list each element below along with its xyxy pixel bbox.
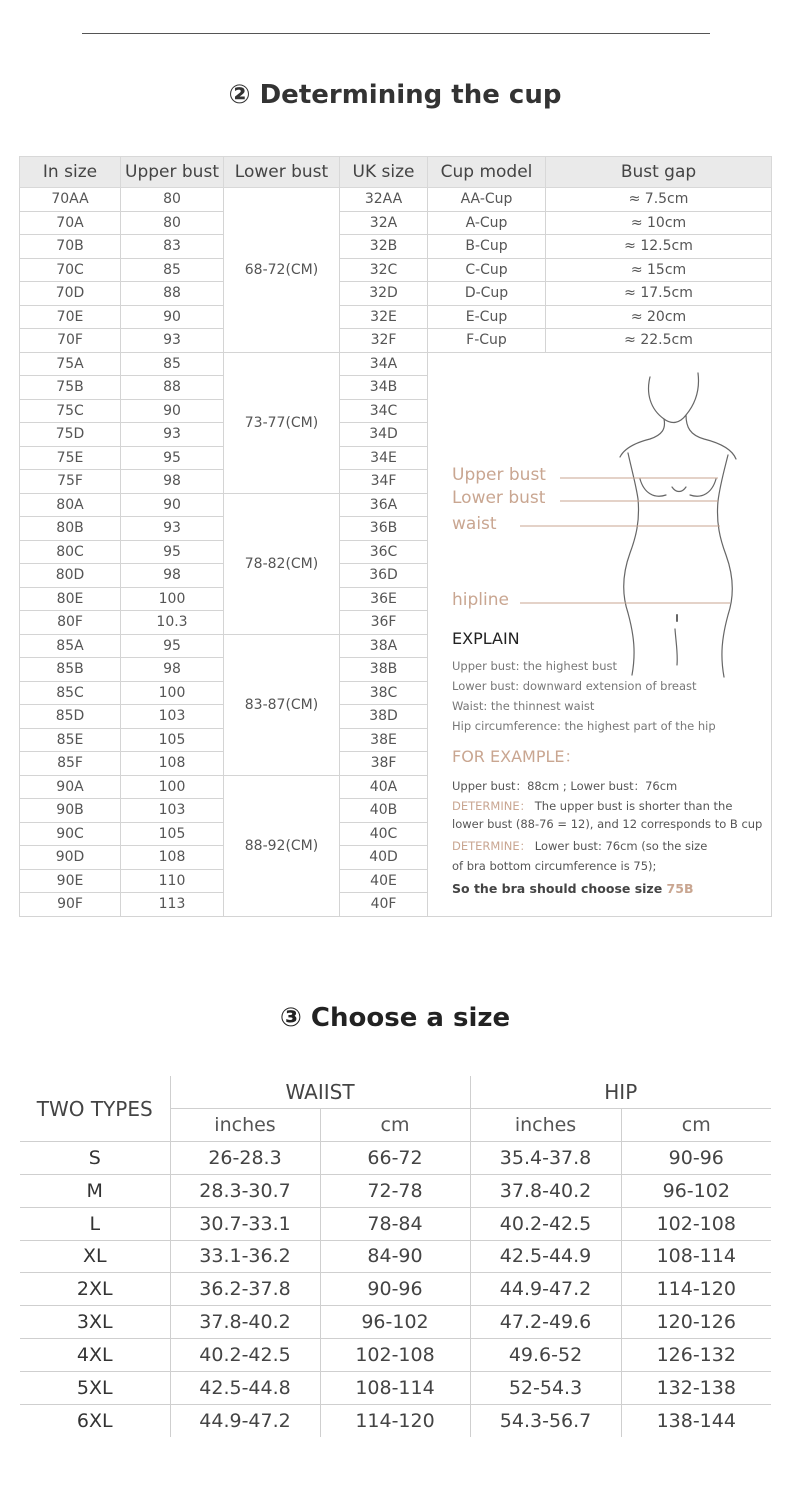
lower-bust-group-cell: 78-82(CM)	[224, 493, 340, 634]
hip-inches-cell: 40.2-42.5	[470, 1207, 621, 1240]
waist-cm-cell: 66-72	[320, 1142, 470, 1175]
in-size-cell: 80F	[20, 611, 121, 635]
upper-bust-cell: 98	[121, 470, 224, 494]
upper-bust-cell: 103	[121, 799, 224, 823]
table-row	[20, 235, 772, 259]
in-size-cell: 90E	[20, 869, 121, 893]
conclusion-size: 75B	[666, 880, 694, 896]
uk-size-cell: 34E	[340, 446, 428, 470]
header-uk-size: UK size	[340, 157, 428, 188]
bust-gap-cell: ≈ 15cm	[546, 258, 772, 282]
determine-label: DETERMINE：	[452, 838, 532, 853]
in-size-cell: 85C	[20, 681, 121, 705]
header-bust-gap: Bust gap	[546, 157, 772, 188]
in-size-cell: 80C	[20, 540, 121, 564]
cup-model-cell: AA-Cup	[428, 188, 546, 212]
bust-gap-cell: ≈ 12.5cm	[546, 235, 772, 259]
uk-size-cell: 40B	[340, 799, 428, 823]
uk-size-cell: 36C	[340, 540, 428, 564]
in-size-cell: 70A	[20, 211, 121, 235]
cup-table-header	[20, 157, 772, 188]
table-row	[20, 305, 772, 329]
upper-bust-cell: 95	[121, 446, 224, 470]
cup-model-cell: F-Cup	[428, 329, 546, 353]
determine-text: The upper bust is shorter than the	[531, 798, 733, 813]
upper-bust-cell: 98	[121, 658, 224, 682]
label-waist: waist	[452, 513, 497, 534]
upper-bust-cell: 113	[121, 893, 224, 917]
uk-size-cell: 38F	[340, 752, 428, 776]
in-size-cell: 85E	[20, 728, 121, 752]
table-row	[20, 352, 772, 376]
upper-bust-cell: 93	[121, 517, 224, 541]
waist-inches-cell: 44.9-47.2	[170, 1404, 320, 1437]
unit-waist-cm: cm	[320, 1109, 470, 1142]
upper-bust-cell: 83	[121, 235, 224, 259]
label-lower-bust: Lower bust	[452, 487, 546, 508]
table-row	[20, 1339, 771, 1372]
size-label-cell: 3XL	[20, 1306, 170, 1339]
hip-inches-cell: 44.9-47.2	[470, 1273, 621, 1306]
explain-line: Hip circumference: the highest part of the hip	[452, 718, 716, 733]
size-chart-table	[20, 1076, 771, 1437]
upper-bust-cell: 85	[121, 352, 224, 376]
uk-size-cell: 36F	[340, 611, 428, 635]
in-size-cell: 75A	[20, 352, 121, 376]
upper-bust-cell: 85	[121, 258, 224, 282]
cup-model-cell: E-Cup	[428, 305, 546, 329]
cup-model-cell: A-Cup	[428, 211, 546, 235]
example-determine-2b: of bra bottom circumference is 75);	[452, 858, 657, 873]
uk-size-cell: 36E	[340, 587, 428, 611]
size-label-cell: 5XL	[20, 1371, 170, 1404]
header-waist: WAIIST	[170, 1076, 470, 1109]
uk-size-cell: 38D	[340, 705, 428, 729]
hip-inches-cell: 54.3-56.7	[470, 1404, 621, 1437]
in-size-cell: 85F	[20, 752, 121, 776]
size-label-cell: M	[20, 1174, 170, 1207]
upper-bust-cell: 80	[121, 211, 224, 235]
hip-cm-cell: 126-132	[621, 1339, 771, 1372]
explain-line: Waist: the thinnest waist	[452, 698, 595, 713]
label-upper-bust: Upper bust	[452, 464, 546, 485]
uk-size-cell: 32C	[340, 258, 428, 282]
hip-cm-cell: 102-108	[621, 1207, 771, 1240]
size-table-header	[20, 1076, 771, 1109]
table-row	[20, 1404, 771, 1437]
example-title: FOR EXAMPLE：	[452, 746, 581, 766]
hip-inches-cell: 47.2-49.6	[470, 1306, 621, 1339]
uk-size-cell: 32AA	[340, 188, 428, 212]
in-size-cell: 70B	[20, 235, 121, 259]
bust-gap-cell: ≈ 22.5cm	[546, 329, 772, 353]
in-size-cell: 90C	[20, 822, 121, 846]
upper-bust-cell: 80	[121, 188, 224, 212]
bust-gap-cell: ≈ 20cm	[546, 305, 772, 329]
upper-bust-cell: 100	[121, 681, 224, 705]
waist-cm-cell: 102-108	[320, 1339, 470, 1372]
uk-size-cell: 36A	[340, 493, 428, 517]
in-size-cell: 70F	[20, 329, 121, 353]
waist-cm-cell: 84-90	[320, 1240, 470, 1273]
in-size-cell: 90D	[20, 846, 121, 870]
uk-size-cell: 34B	[340, 376, 428, 400]
table-row	[20, 1174, 771, 1207]
in-size-cell: 80E	[20, 587, 121, 611]
uk-size-cell: 34D	[340, 423, 428, 447]
lower-bust-group-cell: 68-72(CM)	[224, 188, 340, 353]
cup-model-cell: D-Cup	[428, 282, 546, 306]
hip-inches-cell: 49.6-52	[470, 1339, 621, 1372]
unit-hip-inches: inches	[470, 1109, 621, 1142]
waist-cm-cell: 114-120	[320, 1404, 470, 1437]
uk-size-cell: 34C	[340, 399, 428, 423]
example-determine-1	[452, 798, 733, 813]
uk-size-cell: 32F	[340, 329, 428, 353]
explain-line: Lower bust: downward extension of breast	[452, 678, 697, 693]
waist-cm-cell: 108-114	[320, 1371, 470, 1404]
size-label-cell: 6XL	[20, 1404, 170, 1437]
upper-bust-cell: 90	[121, 493, 224, 517]
bust-gap-cell: ≈ 10cm	[546, 211, 772, 235]
size-label-cell: 2XL	[20, 1273, 170, 1306]
unit-waist-inches: inches	[170, 1109, 320, 1142]
in-size-cell: 70E	[20, 305, 121, 329]
in-size-cell: 75E	[20, 446, 121, 470]
header-hip: HIP	[470, 1076, 771, 1109]
table-row	[20, 188, 772, 212]
in-size-cell: 75C	[20, 399, 121, 423]
table-row	[20, 1207, 771, 1240]
upper-bust-cell: 108	[121, 752, 224, 776]
waist-cm-cell: 96-102	[320, 1306, 470, 1339]
upper-bust-cell: 10.3	[121, 611, 224, 635]
in-size-cell: 75D	[20, 423, 121, 447]
table-row	[20, 1371, 771, 1404]
upper-bust-cell: 90	[121, 399, 224, 423]
label-hipline: hipline	[452, 589, 509, 610]
in-size-cell: 70D	[20, 282, 121, 306]
size-label-cell: L	[20, 1207, 170, 1240]
hip-inches-cell: 42.5-44.9	[470, 1240, 621, 1273]
cup-model-cell: C-Cup	[428, 258, 546, 282]
in-size-cell: 90A	[20, 775, 121, 799]
in-size-cell: 90F	[20, 893, 121, 917]
upper-bust-cell: 93	[121, 423, 224, 447]
uk-size-cell: 40C	[340, 822, 428, 846]
lower-bust-group-cell: 73-77(CM)	[224, 352, 340, 493]
measurement-guide-cell	[428, 352, 772, 916]
uk-size-cell: 32A	[340, 211, 428, 235]
uk-size-cell: 38C	[340, 681, 428, 705]
waist-cm-cell: 78-84	[320, 1207, 470, 1240]
uk-size-cell: 32B	[340, 235, 428, 259]
hip-cm-cell: 132-138	[621, 1371, 771, 1404]
header-lower-bust: Lower bust	[224, 157, 340, 188]
uk-size-cell: 34F	[340, 470, 428, 494]
upper-bust-cell: 93	[121, 329, 224, 353]
upper-bust-cell: 110	[121, 869, 224, 893]
size-label-cell: S	[20, 1142, 170, 1175]
upper-bust-cell: 103	[121, 705, 224, 729]
cup-size-table	[19, 156, 772, 917]
in-size-cell: 80D	[20, 564, 121, 588]
lower-bust-group-cell: 83-87(CM)	[224, 634, 340, 775]
hip-cm-cell: 138-144	[656, 1409, 736, 1432]
table-row	[20, 1306, 771, 1339]
upper-bust-cell: 100	[121, 775, 224, 799]
waist-inches-cell: 30.7-33.1	[170, 1207, 320, 1240]
body-measurement-figure	[428, 353, 770, 915]
in-size-cell: 85D	[20, 705, 121, 729]
explain-title: EXPLAIN	[452, 628, 520, 648]
example-conclusion	[452, 880, 694, 896]
upper-bust-cell: 95	[121, 634, 224, 658]
top-divider	[82, 33, 710, 34]
table-row	[20, 1240, 771, 1273]
waist-inches-cell: 33.1-36.2	[170, 1240, 320, 1273]
in-size-cell: 75B	[20, 376, 121, 400]
waist-cm-cell: 90-96	[320, 1273, 470, 1306]
uk-size-cell: 36B	[340, 517, 428, 541]
in-size-cell: 70AA	[20, 188, 121, 212]
table-row	[20, 329, 772, 353]
table-row	[20, 1273, 771, 1306]
waist-cm-cell: 72-78	[320, 1174, 470, 1207]
section-title-choose-size: ③ Choose a size	[279, 1003, 511, 1033]
hip-cm-cell: 90-96	[621, 1142, 771, 1175]
uk-size-cell: 32E	[340, 305, 428, 329]
uk-size-cell: 40E	[340, 869, 428, 893]
uk-size-cell: 34A	[340, 352, 428, 376]
in-size-cell: 70C	[20, 258, 121, 282]
determine-label: DETERMINE：	[452, 798, 532, 813]
example-determine-1b: lower bust (88-76 = 12), and 12 corresponds to B cup	[452, 816, 763, 831]
hip-inches-cell: 37.8-40.2	[470, 1174, 621, 1207]
lower-bust-group-cell: 88-92(CM)	[224, 775, 340, 916]
uk-size-cell: 40D	[340, 846, 428, 870]
uk-size-cell: 32D	[340, 282, 428, 306]
upper-bust-cell: 98	[121, 564, 224, 588]
hip-cm-cell: 120-126	[621, 1306, 771, 1339]
upper-bust-cell: 105	[121, 728, 224, 752]
waist-inches-cell: 36.2-37.8	[170, 1273, 320, 1306]
header-upper-bust: Upper bust	[121, 157, 224, 188]
size-label-cell: XL	[20, 1240, 170, 1273]
table-row	[20, 282, 772, 306]
in-size-cell: 80A	[20, 493, 121, 517]
upper-bust-cell: 100	[121, 587, 224, 611]
uk-size-cell: 40F	[340, 893, 428, 917]
explain-line: Upper bust: the highest bust	[452, 658, 618, 673]
upper-bust-cell: 90	[121, 305, 224, 329]
table-row	[20, 258, 772, 282]
waist-inches-cell: 28.3-30.7	[170, 1174, 320, 1207]
example-determine-2	[452, 838, 708, 853]
hip-cm-cell: 114-120	[621, 1273, 771, 1306]
upper-bust-cell: 105	[121, 822, 224, 846]
upper-bust-cell: 88	[121, 376, 224, 400]
uk-size-cell: 40A	[340, 775, 428, 799]
table-row	[20, 211, 772, 235]
uk-size-cell: 38A	[340, 634, 428, 658]
example-measurements: Upper bust：88cm ; Lower bust：76cm	[452, 778, 678, 793]
unit-hip-cm: cm	[621, 1109, 771, 1142]
upper-bust-cell: 88	[121, 282, 224, 306]
upper-bust-cell: 108	[121, 846, 224, 870]
upper-bust-cell: 95	[121, 540, 224, 564]
waist-inches-cell: 42.5-44.8	[170, 1371, 320, 1404]
hip-cm-cell: 96-102	[621, 1174, 771, 1207]
in-size-cell: 85A	[20, 634, 121, 658]
hip-inches-cell: 35.4-37.8	[470, 1142, 621, 1175]
in-size-cell: 90B	[20, 799, 121, 823]
hip-cm-cell: 108-114	[621, 1240, 771, 1273]
size-label-cell: 4XL	[20, 1339, 170, 1372]
in-size-cell: 75F	[20, 470, 121, 494]
bust-gap-cell: ≈ 17.5cm	[546, 282, 772, 306]
header-in-size: In size	[20, 157, 121, 188]
uk-size-cell: 38E	[340, 728, 428, 752]
uk-size-cell: 36D	[340, 564, 428, 588]
header-two-types: TWO TYPES	[20, 1076, 170, 1142]
header-cup-model: Cup model	[428, 157, 546, 188]
in-size-cell: 80B	[20, 517, 121, 541]
hip-inches-cell: 52-54.3	[470, 1371, 621, 1404]
in-size-cell: 85B	[20, 658, 121, 682]
section-title-determining-cup: ② Determining the cup	[228, 80, 562, 110]
waist-inches-cell: 26-28.3	[170, 1142, 320, 1175]
cup-model-cell: B-Cup	[428, 235, 546, 259]
conclusion-text: So the bra should choose size	[452, 880, 667, 896]
table-row	[20, 1142, 771, 1175]
bust-gap-cell: ≈ 7.5cm	[546, 188, 772, 212]
determine-text: Lower bust: 76cm (so the size	[531, 838, 708, 853]
waist-inches-cell: 40.2-42.5	[170, 1339, 320, 1372]
uk-size-cell: 38B	[340, 658, 428, 682]
waist-inches-cell: 37.8-40.2	[170, 1306, 320, 1339]
